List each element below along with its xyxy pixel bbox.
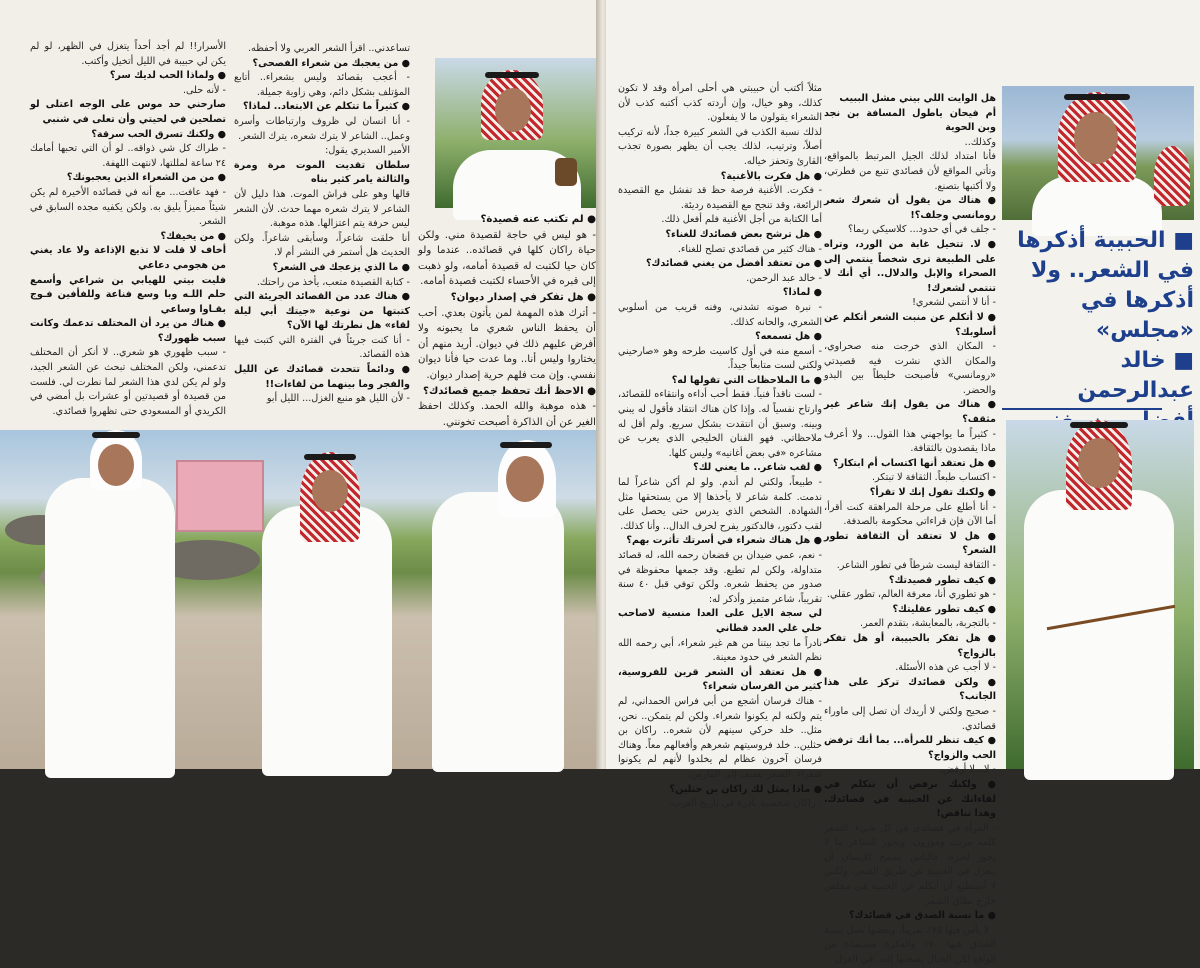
rp-c2-p15: ● لقب شاعر.. ما يعني لك؟ [693, 462, 822, 474]
rp-c2-p7: ● من تعتقد أفضل من يغني قصائدك؟ [645, 258, 822, 270]
headline-line-1: ■ الحبيبة أذكرها [1017, 228, 1194, 253]
lp-c2-p8: ● من يخيفك؟ [160, 230, 226, 242]
lp-c1-p5: الأمير السديري يقول: [325, 145, 410, 157]
rp-c1-p4: ● هناك من يقول أن شعرك شعر رومانسي وجلف؟! [824, 195, 996, 221]
rp-c2-p3: - فكرت. الأغنية فرصة حظ قد تفشل مع القصيدة الرائعة، وقد تنجح مع القصيدة رديئة. [618, 185, 822, 211]
rp-c2-p10: - نبرة صوته تشدني، وفنه قريب من أسلوبي الشعري، والحانه كذلك. [618, 301, 822, 328]
mid-a3: - هذه موهبة والله الحمد. وكذلك احفظ الغير عن أن الذاكرة أصبحت تخونني. [418, 401, 596, 428]
rp-c2-p20: نادراً ما تجد بيتنا من هم غير شعراء، أبي رحمه الله نظم الشعر في حدود معينة. [618, 637, 822, 664]
rp-c1-p20: ● كيف تطور عقليتك؟ [892, 603, 996, 615]
left-page-left-column [30, 40, 226, 419]
rp-c2-p6: - هناك كثير من قصائدي تصلح للغناء. [677, 243, 822, 255]
lp-c1-p10: - كتابة القصيدة متعب، يأخذ من راحتك. [256, 276, 410, 288]
rp-c2-p4: أما الكتابة من أجل الأغنية فلم أفعل ذلك. [661, 214, 822, 226]
rp-c1-p0: هل الوايت اللي بيني مشل الببيب [839, 93, 996, 104]
lp-c2-p10: فليت بيتي للهيابي بن شراعي وأسمع حلم اللـه وبا وسع فناعة وللفأفين فـوج بقـاوا وساعي [30, 274, 226, 315]
lp-c1-p7: قالها وهو على فراش الموت. هذا دليل لأن الشاعر لا يترك شعره مهما حدث. لأن الشعر ليس حرفة يتم اعتزالها. هذه موهبة. [234, 188, 410, 230]
headline-rule [1002, 408, 1162, 410]
rp-c2-p22: - هناك فرسان أشجع من أبي فراس الحمداني، لم يتم ولكنه لم يكونوا شعراء. ولكن لم يتمكن.. نحن، مثل.. خلد حركي سينهم لأن شعره.. راكان بن حثلين.. خلد فروسيتهم شعرهم وأفعالهم معاً. وهناك فرسان آخرون عظام لم يخلدوا لأنهم لم يكونوا شعراء. الشعر يضيف إلى الفارس. [618, 695, 822, 780]
rp-c1-p9: - المكان الذي خرجت منه صحراوي، والمكان الذي نشرت فيه قصيدتي «رومانسي» فأصبحت خليطاً بين البدو والحضر. [824, 341, 996, 396]
lp-c1-p0: تساعدني.. اقرأ الشعر العربي ولا أحفظه. [248, 43, 410, 54]
rp-c2-p19: لي سجة الايل على العدا منسية لاصاحب خلي غلي العدد قطاني [618, 608, 822, 634]
rp-c1-p7: - أنا لا أنتمي لشعري! [912, 297, 996, 309]
rp-c1-p10: ● هناك من يقول إنك شاعر غير مثقف؟ [824, 399, 996, 426]
rp-c1-p25: - صحيح ولكني لا أريدك أن تصل إلى ماوراء قصائدي. [824, 705, 996, 732]
rp-c1-p17: - الثقافة ليست شرطاً في تطور الشاعر. [836, 560, 996, 571]
rp-c2-p23: ● ماذا يمثل لك راكان بن حثلين؟ [669, 783, 822, 795]
right-page-middle-column [824, 92, 996, 968]
lp-c2-p1: ● ولماذا الحب لديك سر؟ [109, 70, 226, 82]
lp-c1-p2: - أعجب بقصائد وليس بشعراء.. أتابع المؤتلف بشكل دائم، وهي زاوية جميلة. [234, 72, 410, 98]
rp-c2-p12: - أسمع منه في أول كاسيت طرحه وهو «صارحيني ولكني لست متابعاً جيداً. [618, 345, 822, 372]
rp-c2-p9: ● لماذا؟ [782, 287, 822, 299]
lp-c1-p8: أنا خلقت شاعراً، وسأبقى شاعراً. ولكن الحديث هل أستمر في النشر أم لا. [234, 232, 410, 259]
rp-c1-p5: - جلف في أي حدود... كلاسيكي ربما؟ [848, 224, 996, 236]
lp-c2-p9: أخاف لا قلت لا تذيع الإذاعة ولا عاد يغني من هجومي دعاعي [30, 245, 226, 271]
lp-c1-p12: - أنا كنت جريئاً في الفترة التي كتبت فيها هذه القصائد. [234, 334, 410, 361]
rp-c1-p2: وكذلك.. [964, 136, 996, 148]
rp-c2-p0: مثلاً أكتب أن حبيبتي هي أحلى امرأة وقد لا تكون كذلك، وهو خيال، وإن أردته كذب أكتبه كذب لأن الشعراء يقولون ما لا يفعلون. [618, 83, 822, 124]
lp-c2-p5: - طراك كل شي ذواقه.. لو أن التي تحبها أمامك ٢٤ ساعة لمللتها، لانتهت اللهفة. [30, 143, 226, 169]
rp-c2-p17: ● هل هناك شعراء في أسرتك تأثرت بهم؟ [626, 535, 822, 547]
rp-c2-p18: - نعم، عمي ضيدان بن قضعان رحمه الله، له قصائد متداولة، ولكن لم تطبع. وقد جمعها محفوظة في صدور من يحفظ شعره. ولكن توفي قبل ٤٠ سنة تقريباً، شاعر متميز وأذكر له: [618, 550, 822, 605]
headline-line-4: ■ خالد عبدالرحمن [1077, 348, 1194, 403]
rp-c1-p22: ● هل تفكر بالحبيبة، أو هل تفكر بالزواج؟ [824, 632, 996, 659]
right-page [606, 0, 1200, 966]
mid-a1: - هو ليس في حاجة لقصيدة مني. ولكن حياة راكان كلها في قصائده.. عندما ولو كان حيا لكتبت له قصيدة أمامه، ولو ذهبت إلى قبره في الأحساء لكتبت قصيدة أمامه. [418, 229, 596, 288]
rp-c2-p14: - لست ناقداً فنياً. فقط أحب أداءه وانتقاءه للقصائد، وارتاح نفسياً له. وإذا كان هناك انتقاد فأقول له يبني وبينه. وسبق أن انتقدت بشكل سريع. ولم أقل له ملاحظاتي. فهو الفنان الخليجي الذي يعرب عن مشاعره «في بعض أغانيه» وليس كلها. [618, 389, 822, 459]
rp-c1-p27: - لا.. لا أرفض. [939, 764, 996, 776]
rp-c2-p8: - خالد عبد الرحمن. [746, 272, 822, 284]
rp-c2-p11: ● هل تسمعه؟ [755, 331, 822, 343]
rp-c1-p15: - أنا أطلع على مرحلة المراهقة كنت أقرأ، أما الآن فإن قراءاتي محكومة بالصدفة. [824, 501, 996, 528]
left-page-center-column [234, 42, 410, 407]
lp-c2-p2: - لأنه حلى. [183, 84, 226, 96]
mid-q3: ● الاحظ أنك تحفظ جميع قصائدك؟ [423, 385, 596, 397]
rp-c1-p14: ● ولكنك تقول إنك لا تقرأ؟ [869, 487, 996, 499]
rp-c1-p26: ● كيف تنظر للمرأة... بما أنك ترفض الحب والزواج؟ [824, 735, 996, 761]
right-page-left-column [618, 82, 822, 812]
lp-c2-p7: - فهد عافت... مع أنه في قصائده الأخيرة لم يكن شيئاً مميزاً يليق به. ولكن يكفيه مجده السابق في الشعر. [30, 186, 226, 228]
lp-c1-p3: ● كثيراً ما تتكلم عن الابتعاد.. لماذا؟ [243, 101, 410, 113]
rp-c1-p6: ● لا. تتخيل غابة من الورد، وتراه على الطبيعة ترى شخصاً ينتمي إلى الصحراء والإبل والدلال.. أي أنك لا تنتمي لشعرك! [824, 238, 996, 294]
lp-c2-p4: ● ولكنك تسرق الحب سرقة؟ [91, 128, 226, 140]
group-walking-photo [0, 430, 596, 769]
rp-c2-p5: ● هل ترشح بعض قصائدك للغناء؟ [665, 228, 822, 240]
rp-c1-p31: - لا بأس فيها ٧٥٪ تقريباً، وبعضها يصل نسبة الصدق فيها ٧٠٪ والفكرة مستمدة من الواقع لكن الخيال يسحبها إليه. في الغزل [824, 924, 997, 966]
rp-c1-p1: أم فيحان ياطول المسافة بن نجد وبن الحوية [824, 107, 996, 134]
rp-c2-p1: لذلك نسبة الكذب في الشعر كبيرة جداً، لأنه تركيب أصلاً، وترتيب، لذلك يجب أن يظهر بصورة تجذب القارئ وتحفز خياله. [618, 126, 822, 167]
rp-c1-p18: ● كيف تطور قصيدتك؟ [888, 574, 996, 586]
headline-line-2: في الشعر.. ولا [1030, 258, 1194, 283]
left-page [0, 0, 604, 769]
lp-c2-p11: ● هناك من يرد أن المختلف تدعمك وكانت سبب ظهورك؟ [30, 318, 226, 344]
mid-q1: ● لم تكتب عنه قصيدة؟ [480, 214, 596, 225]
rp-c2-p16: - طبيعاً، ولكني لم أندم. ولو لم أكن شاعراً لما ندمت. كلمة شاعر لا يأخذها إلا من يستحقها مثل الشهادة. الشخص الذي يدرس حتى يحصل على لقب دكتور، فالدكتور يفرح لحرف الدال.. وأنا كذلك. [618, 477, 822, 532]
portrait-photo-right-top [1002, 86, 1194, 220]
lp-c1-p9: ● ما الذي يزعجك في الشعر؟ [272, 261, 410, 273]
rp-c1-p11: - كثيراً ما يواجهني هذا القول... ولا أعرف ماذا يقصدون بالثقافة. [824, 428, 996, 455]
headline-line-3: أذكرها في «مجلس» [1080, 288, 1194, 343]
rp-c2-p2: ● هل فكرت بالأغنية؟ [720, 170, 822, 182]
standing-portrait-photo [1006, 420, 1194, 769]
lp-c1-p1: ● من يعجبك من شعراء الفصحى؟ [252, 57, 410, 69]
rp-c1-p24: ● ولكن قصائدك تركز على هذا الجانب؟ [824, 676, 996, 703]
lp-c1-p6: سلطان تقديت الموت مرة ومرة والثالثة يامر كثير بناه [234, 159, 410, 186]
rp-c1-p30: ● ما نسبة الصدق في قصائدك؟ [848, 910, 996, 922]
rp-c1-p3: فأنا امتداد لذلك الجيل المرتبط بالمواقع، وتأتي المواقع لأن قصائدي تنبع من فطرتي، ولا أكتبها بتصنع. [824, 151, 996, 192]
rp-c1-p13: - اكتساب طبعاً. الثقافة لا تبتكر. [871, 472, 996, 484]
rp-c2-p13: ● ما الملاحظات التي تقولها له؟ [671, 374, 822, 386]
rp-c1-p23: - لا أجب عن هذه الأسئلة. [895, 662, 996, 674]
lp-c2-p3: صارحني حد موس على الوجه اعتلى لو تصلحين في لحيتي وأن تعلى في شنبي [30, 99, 226, 125]
rp-c1-p29: - المرأة في قصائدي هي كل شيء. الشعر كلمه مرتب وموزون، ويجوز للشاعر ما لا يجوز لغيره. فالناس تسمح للإنسان أن يتغزل في الحبيبة عن طريق الشعر، ولكني لا أستطيع أن أتكلم عن الحبيبة في مجلس خارج نطاق الشعر. [824, 822, 996, 907]
portrait-photo-top [435, 58, 597, 208]
lp-c1-p13: ● ودائماً تتحدث قصائدك عن الليل والفجر وما بينهما من لقاءات!! [234, 364, 410, 390]
lp-c1-p11: ● هناك عدد من القصائد الجريئة التي كتبتها من نوعية «جيتك أبي ليلة لقاء» هل نطرتك لها الآن؟ [234, 291, 410, 332]
rp-c2-p21: ● هل تعتقد أن الشعر قرين للفروسية، كثير من الفرسان شعراء؟ [618, 666, 822, 693]
rp-c1-p21: - بالتجربة، بالمعايشة، بتقدم العمر. [859, 618, 996, 630]
rp-c1-p16: ● هل لا تعتقد أن الثقافة تطور الشعر؟ [824, 530, 996, 557]
lp-c1-p4: - أنا انسان لي ظروف وارتباطات وأسرة وعمل.. الشاعر لا يترك شعره، يترك الشعر. [234, 115, 410, 142]
rp-c1-p19: - هو تطوري أنا، معرفة العالم، تطور عقلي. [826, 589, 996, 601]
rp-c1-p12: ● هل تعتقد أنها اكتساب أم ابتكار؟ [832, 457, 996, 469]
lp-c2-p0: الأسرار!! لم أجد أحداً يتغزل في الظهر، لو لم يكن لي حبيبة في الليل أتخيل وأكتب. [30, 41, 226, 67]
mid-a2: - أترك هذه المهمة لمن يأتون بعدي. أحب أن يحفظ الناس شعري ما يحبونه ولا أفرض عليهم ذلك في ديوان. أريد منهم أن يختاروا وليس أنا.. وما عدت حيا فأنا ديوان نفسي. وإن مت فلهم حرية إصدار ديوان. [418, 307, 596, 381]
lp-c2-p12: - سبب ظهوري هو شعري.. لا أنكر أن المختلف تدعمني، ولكن المختلف تبحث عن الشعر الجيد، ولو لم يكن لدي هذا الشعر لما نطرت لي. فلست من قصيدة أو قصيدتين أو عشرات بل أمضي في الكريدي أو المسعودي حتى تظهروا قصائدي. [30, 347, 226, 417]
rp-c1-p28: ● ولكنك ترفض أن تتكلم في لقاءاتك عن الحبيبة في قصائدك. وهذا تناقض! [824, 778, 996, 820]
rp-c2-p24: - راكان شخصية نادرة في تاريخ العرب، [668, 798, 822, 810]
lp-c1-p14: - لأن الليل هو منبع الغزل... الليل أبو [266, 393, 410, 405]
lp-c2-p6: ● من من الشعراء الذين يعجبونك؟ [66, 172, 226, 184]
mid-q2: ● هل تفكر في إصدار ديوان؟ [450, 291, 596, 303]
rp-c1-p8: ● لا أتكلم عن منبت الشعر أتكلم عن أسلوبك؟ [824, 311, 996, 338]
